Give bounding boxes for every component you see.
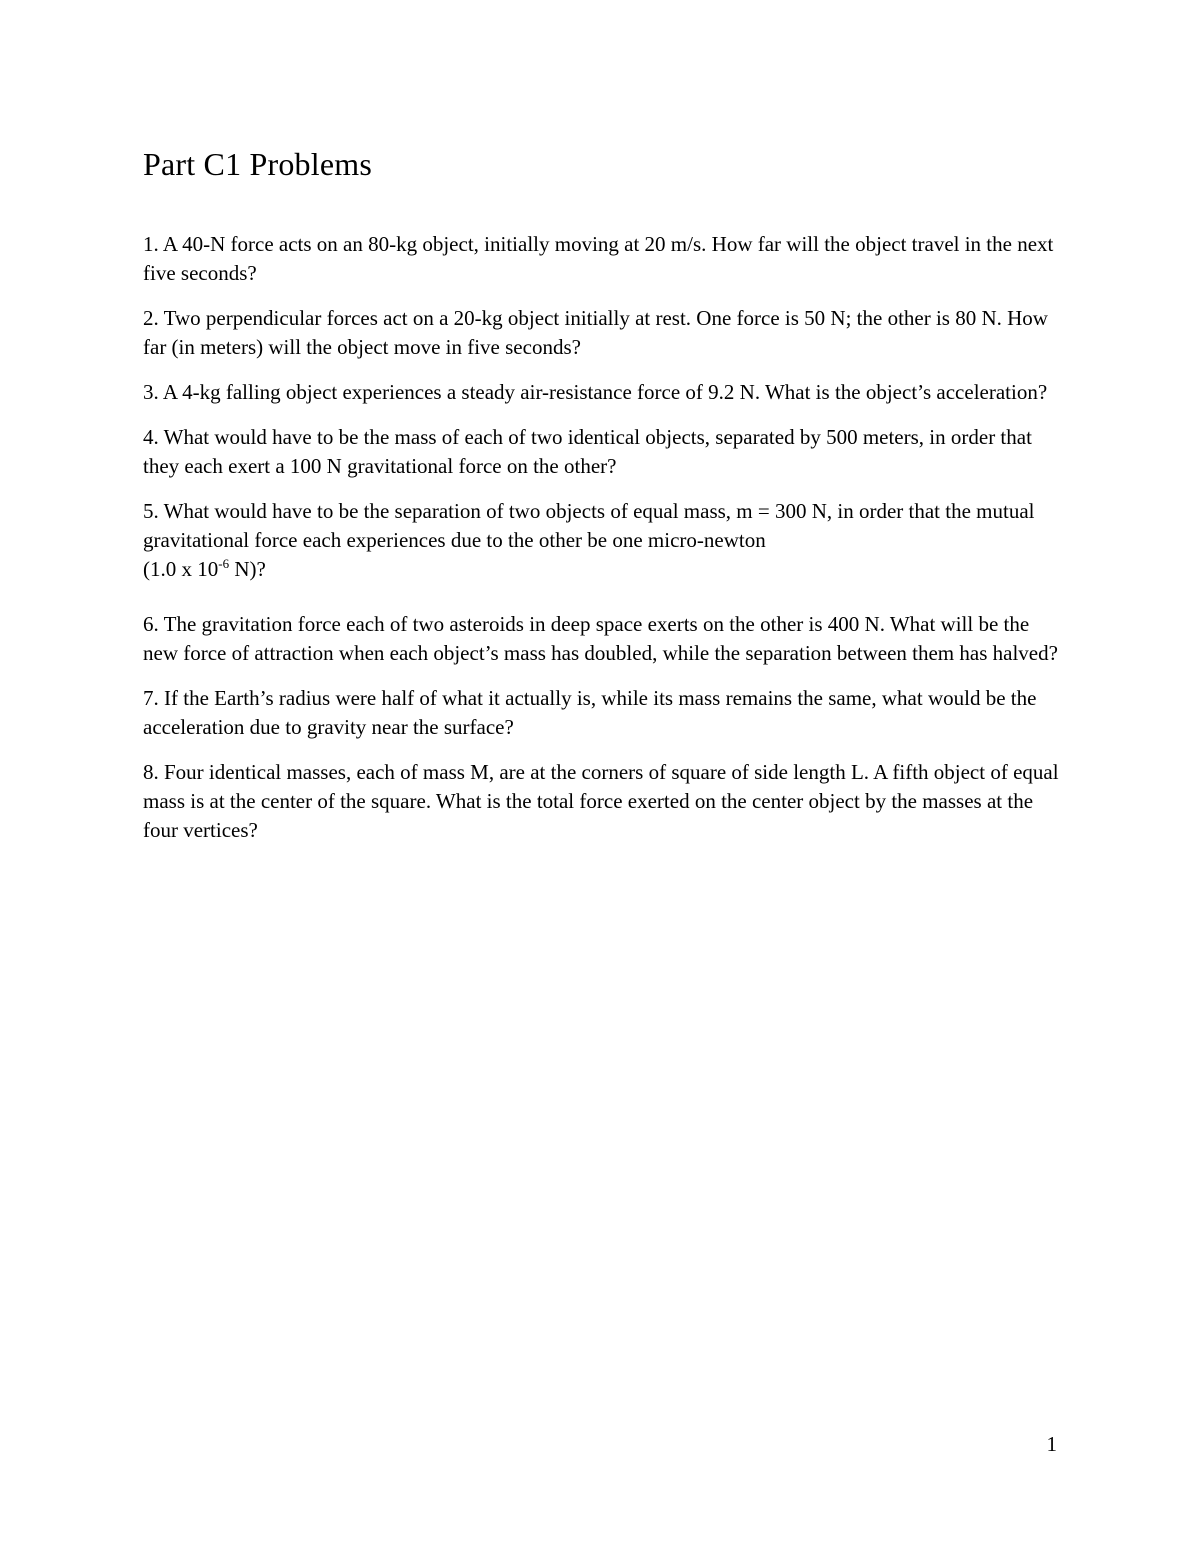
problem-5 xyxy=(143,497,1063,584)
problem-7: 7. If the Earth’s radius were half of what it actually is, while its mass remains the same, what would be the acceleration due to gravity near the surface? xyxy=(143,686,1037,739)
problem-5-exponent: -6 xyxy=(218,556,230,571)
page-number: 1 xyxy=(1046,1432,1057,1456)
problem-2: 2. Two perpendicular forces act on a 20-kg object initially at rest. One force is 50 N; the other is 80 N. How far (in meters) will the object move in five seconds? xyxy=(143,306,1048,359)
problem-5-value-end: N)? xyxy=(229,557,266,581)
problem-5-text: 5. What would have to be the separation of two objects of equal mass, m = 300 N, in order that the mutual gravitational force each experiences due to the other be one micro-newton xyxy=(143,499,1035,552)
problem-4: 4. What would have to be the mass of each of two identical objects, separated by 500 meters, in order that they each exert a 100 N gravitational force on the other? xyxy=(143,425,1032,478)
problem-3: 3. A 4-kg falling object experiences a steady air-resistance force of 9.2 N. What is the object’s acceleration? xyxy=(143,380,1048,404)
problem-list xyxy=(143,230,1063,861)
problem-6: 6. The gravitation force each of two asteroids in deep space exerts on the other is 400 N. What will be the new force of attraction when each object’s mass has doubled, while the separation between them has halved? xyxy=(143,612,1058,665)
problem-5-value-start: (1.0 x 10 xyxy=(143,557,219,581)
problem-8: 8. Four identical masses, each of mass M, are at the corners of square of side length L. A fifth object of equal mass is at the center of the square. What is the total force exerted on the center object by the masses at the four vertices? xyxy=(143,760,1059,842)
problem-1: 1. A 40-N force acts on an 80-kg object, initially moving at 20 m/s. How far will the object travel in the next five seconds? xyxy=(143,232,1054,285)
page-title: Part C1 Problems xyxy=(143,146,372,182)
